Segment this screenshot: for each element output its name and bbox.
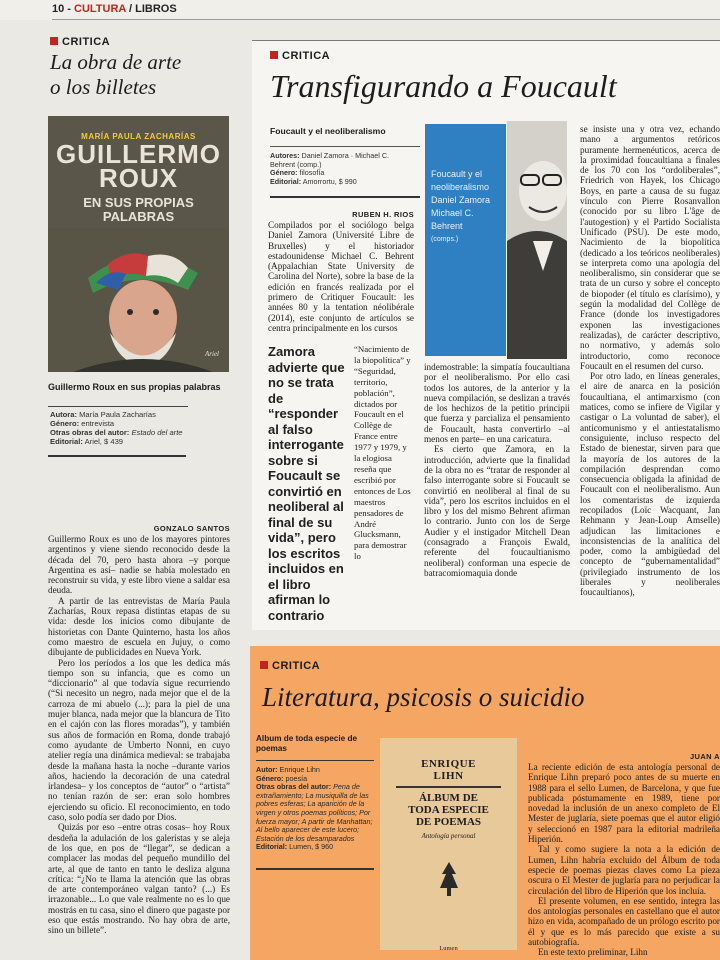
cover-subtitle: EN SUS PROPIAS PALABRAS [83,195,194,224]
roux-caption: Guillermo Roux en sus propias palabras [48,382,221,392]
foucault-meta: Autores: Daniel Zamora · Michael C. Behrent (comp.) Género: filosofía Editorial: Amorrortu, $ 990 [270,151,390,186]
foucault-top-rule [252,40,720,41]
left-headline: La obra de arte o los billetes [50,50,182,99]
cover-text: Foucault y el neoliberalismo Daniel Zamora Michael C. Behrent (comps.) [431,169,491,243]
foucault-book-cover [425,124,506,356]
foucault-photo [507,121,567,359]
meta-publisher: Editorial: Ariel, $ 439 [50,437,124,446]
kicker-square-icon [260,661,268,669]
foucault-byline: RUBEN H. RIOS [352,210,414,219]
cover-title: GUILLERMO ROUX [56,139,221,193]
lihn-book-cover [380,738,517,950]
foucault-intro: Compilados por el sociólogo belga Daniel Zamora (Université Libre de Bruxelles) y el historiador estadounidense Michael C. Behrent (Appalachian State University de Carolina del Norte), sobre la base de la edición en francés realizada por el primero de Critiquer Foucault: les années 80 y la tentation néolibérale (2014), este conjunto de artículos se centra principalmente en los cursos [268,220,414,333]
lihn-byline: JUAN A [689,752,720,761]
section-name[interactable]: CULTURA [74,3,126,15]
lihn-meta: Autor: Enrique Lihn Género: poesía Otras obras del autor: Pena de extrañamiento; La musiquilla de las pobres esferas; La aparición de la virgen y otros poemas políticos; Por fuerza mayor; A partir de Manhattan; Al bello aparecer de este lucero; Estación de los desamparados Editorial: Lumen, $ 960 [256,765,373,852]
deck-rule [256,760,374,761]
roux-portrait-illustration [48,228,229,372]
cover-ornament-icon [434,860,464,900]
lihn-kicker: CRITICA [260,660,320,672]
foucault-column-3: se insiste una y otra vez, echando mano a argumentos retóricos puramente hermenéuticos, acerca de la proximidad foucaultiana a finales de los 70 con los “ordoliberales”, Friedrich von Hayek, los Chicago Boys, en parte a causa de su fugaz vínculo con Pierre Rosanvallon (conocido por su libro L'âge de l'autogestion) y el Partido Socialista Unificado (PSU). De este modo, Nacimiento de la biopolítica (dedicado a los teóricos neoliberales) se interpreta como una apología del neoliberalismo, sin considerar que se trata de un curso y sobre el concepto de biopoder (el título es clarísimo), y según la modalidad del Collège de France (donde los investigadores exponen las investigaciones realizadas), de carácter descriptivo, no normativo, y además solo introductorio, como reconoce Foucault en el resumen del curso. Por otro lado, en líneas generales, el aire de anarca en la posición foucaultiana, el antimarxismo (con matices, como se infiere de Vigilar y castigar o La voluntad de saber), el anticomunismo y el antiestatalismo consiguiente, incluso respecto del Estado de bienestar, sirven para que la mayoría de los autores de la compilación desprendan como consecuencia obligada la afinidad de Foucault con el neoliberalismo. Aun los comentaristas de izquierda recopilados (Loïc Wacquant, Jan Rehmann y Jean-Loup Amselle) adjudican las limitaciones e inconsistencias de la analítica del poder, como la ambigüedad del concepto de “gubernamentalidad” (privilegiado instrumento de los liberales y neoliberales foucaultianos), [580,124,720,598]
subsection-name[interactable]: / LIBROS [125,3,177,15]
foucault-column-2: indemostrable: la simpatía foucaultiana por el neoliberalismo. Por ello casi todos los autores, de la anterior y la nueva compilación, se deslizan a través de los hechizos de la petitio principii que fuerza y parcializa el pensamiento de Foucault, hasta convertirlo –al menos en parte– en una caricatura. Es cierto que Zamora, en la introducción, advierte que la finalidad de la obra no es “tratar de responder al falso interrogante sobre si Foucault se convirtió en neoliberal al final de su vida”, pero los escritos incluidos en el libro y los del mismo Behrent afirman lo contrario. Junto con los de Serge Audier y el instigador Mitchell Dean (consagrado a François Ewald, referente del foucaultianismo neoliberal) conforman una especie de batracomiomaquia donde [424,362,570,578]
roux-meta [50,410,230,446]
header-rule [52,19,720,20]
meta-other-works: Otras obras del autor: Estado del arte [50,428,183,437]
foucault-deck: Foucault y el neoliberalismo [270,126,386,136]
caption-rule [48,406,188,407]
left-kicker: CRITICA [50,36,110,48]
foucault-kicker: CRITICA [270,50,330,62]
roux-byline: GONZALO SANTOS [153,524,230,533]
foucault-headline: Transfigurando a Foucault [270,68,617,104]
meta-author: Autora: María Paula Zacharías [50,410,156,419]
cover-publisher: Lumen [439,945,458,952]
cover-title: ÁLBUM DE TODA ESPECIE DE POEMAS [408,792,489,828]
lihn-headline: Literatura, psicosis o suicidio [262,682,585,712]
roux-article-body: Guillermo Roux es uno de los mayores pintores argentinos y viene siendo reconocido desde la década del 70, pero hasta ahora –y porque Argentina es así– nadie se había molestado en reconstruir su vida, y este libro viene a saldar esa deuda. A partir de las entrevistas de María Paula Zacharías, Roux repasa distintas etapas de su vida: desde los inicios como dibujante de historietas con Dante Quinterno, hasta los años como maestro de escuela en Jujuy, o como dibujante de publicidades en Nueva York. Pero los períodos a los que les dedica más tiempo son su infancia, que es como un “diccionario” al que todavía sigue recurriendo (“Si necesito un negro, nada mejor que el de la carroza de mi abuelo (...); para la piel de una mujer blanca, nada mejor que la blancura de Tito en el cajón con las flores moradas”), y también sus años de formación en Roma, donde trabajó como ayudante de Umberto Nonni, en cuyo atelier regía una dinámica medieval: se trabajaba desde la mañana hasta la noche –durante varios años, haciendo la decoración de una catedral irlandesa– y los conceptos de “autor” o “artista” no tenían razón de ser: eran solo hombres ejerciendo su oficio. El reconocimiento, en todo caso, solo podía ser dado por Dios. Quizás por eso –entre otras cosas– hoy Roux desdeña la adulación de los galeristas y se aleja de los que, en pos de “llegar”, se dedican a complacer las modas del pequeño mundillo del arte, al que de tanto en tanto le desliza alguna crítica: “¿No te llama la atención que las obras de arte contemporáneo valgan tanto? (...) Es irrazonable... Lo que vale realmente no es lo que mostrás en tu casa, sino el dinero que pagaste por eso que estás mostrando. No hay obra de arte, sino un billete”. [48,534,230,936]
meta-genre: Género: entrevista [50,419,115,428]
kicker-square-icon [270,51,278,59]
lihn-deck: Album de toda especie de poemas [256,734,358,753]
deck-rule [270,146,420,147]
foucault-narrow-column: “Nacimiento de la biopolítica” y “Seguridad, territorio, población”, dictados por Foucault en el Collège de France entre 1977 y 1979, y la elogiosa reseña que escribió por entonces de Los maestros pensadores de André Glucksmann, para demostrar lo [354,344,411,562]
kicker-square-icon [50,37,58,45]
foucault-portrait [507,121,567,359]
cover-publisher: Ariel [205,350,219,358]
meta-rule [270,196,420,198]
roux-book-cover [48,116,229,372]
meta-rule [256,868,374,870]
lihn-article-body: La reciente edición de esta antología personal de Enrique Lihn preparó poco antes de su muerte en 1988 para el sello Lumen, de Barcelona, y que fue publicada póstumamente en 1989, tiene por novedad la inclusión de un anexo completo de El Mester de juglaría, siete poemas que el autor eligió y seleccionó en 1987 para la editorial madrileña Hiperión. Tal y como sugiere la nota a la edición de Lumen, Lihn habría excluido del Álbum de toda especie de poemas piezas claves como La pieza oscura o El Mester de juglaría para no perjudicar la circulación del libro de Hiperión que los incluía. El presente volumen, en ese sentido, integra las dos antologías personales en castellano que el autor hizo en vida, acompañado de un prólogo escrito por él y que es lo más parecido que existe a su autobiografía. En este texto preliminar, Lihn [528,762,720,958]
meta-rule [48,455,186,457]
section-header [52,3,177,15]
cover-author: MARÍA PAULA ZACHARÍAS [81,132,196,141]
cover-subtitle: Antología personal [421,832,476,840]
foucault-pullquote: Zamora advierte que no se trata de “responder al falso interrogante sobre si Foucault se convirtió en neoliberal al final de su vida”, pero los escritos incluidos en el libro afirman lo contrario [268,344,345,623]
page-number: 10 - [52,3,75,15]
cover-author: ENRIQUE LIHN [421,758,476,782]
